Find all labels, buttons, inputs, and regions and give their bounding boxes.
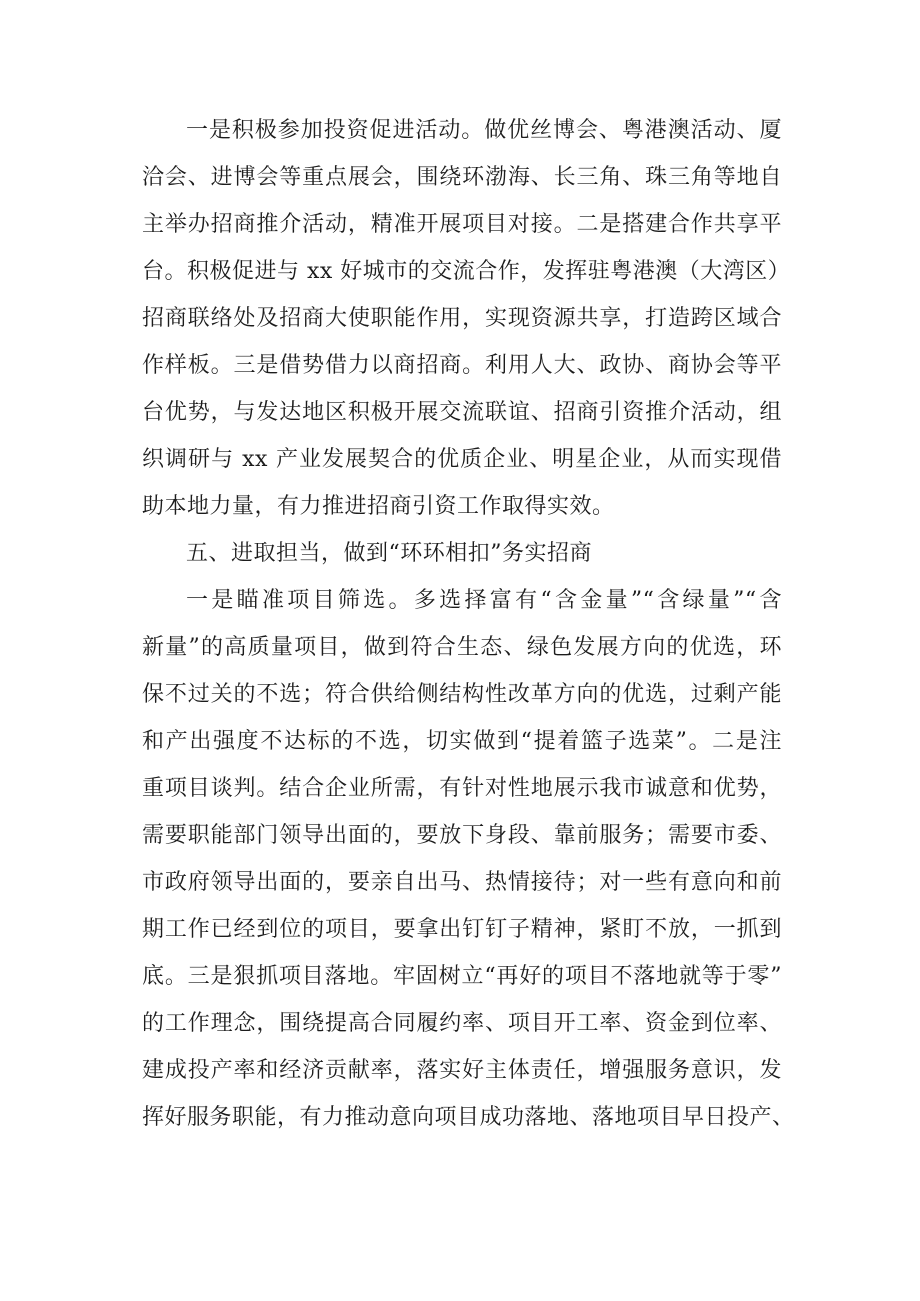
paragraph-line: 主举办招商推介活动，精准开展项目对接。二是搭建合作共享平 (142, 212, 782, 237)
paragraph-line: 需要职能部门领导出面的，要放下身段、靠前服务；需要市委、 (142, 823, 782, 848)
paragraph-line: 作样板。三是借势借力以商招商。利用人大、政协、商协会等平 (142, 353, 782, 378)
paragraph-line: 台优势，与发达地区积极开展交流联谊、招商引资推介活动，组 (142, 400, 782, 425)
paragraph-line: 重项目谈判。结合企业所需，有针对性地展示我市诚意和优势， (142, 776, 782, 801)
paragraph-line: 建成投产率和经济贡献率，落实好主体责任，增强服务意识，发 (142, 1058, 782, 1083)
paragraph-line: 洽会、进博会等重点展会，围绕环渤海、长三角、珠三角等地自 (142, 165, 782, 190)
paragraph-line: 织调研与 xx 产业发展契合的优质企业、明星企业，从而实现借 (142, 447, 782, 472)
paragraph-line: 招商联络处及招商大使职能作用，实现资源共享，打造跨区域合 (142, 306, 782, 331)
paragraph-line: 挥好服务职能，有力推动意向项目成功落地、落地项目早日投产、 (142, 1105, 795, 1130)
paragraph-line: 新量”的高质量项目，做到符合生态、绿色发展方向的优选，环 (142, 635, 782, 660)
paragraph-line: 和产出强度不达标的不选，切实做到“提着篮子选菜”。二是注 (142, 729, 782, 754)
paragraph-line: 期工作已经到位的项目，要拿出钉钉子精神，紧盯不放，一抓到 (142, 917, 782, 942)
paragraph-line: 保不过关的不选；符合供给侧结构性改革方向的优选，过剩产能 (142, 682, 782, 707)
paragraph-line: 一是积极参加投资促进活动。做优丝博会、粤港澳活动、厦 (186, 118, 782, 143)
section-heading: 五、进取担当，做到“环环相扣”务实招商 (186, 541, 592, 566)
paragraph-line: 的工作理念，围绕提高合同履约率、项目开工率、资金到位率、 (142, 1011, 782, 1036)
paragraph-line: 助本地力量，有力推进招商引资工作取得实效。 (142, 494, 615, 519)
paragraph-line: 台。积极促进与 xx 好城市的交流合作，发挥驻粤港澳（大湾区） (142, 259, 791, 284)
paragraph-line: 一是瞄准项目筛选。多选择富有“含金量”“含绿量”“含 (186, 588, 782, 613)
paragraph-line: 市政府领导出面的，要亲自出马、热情接待；对一些有意向和前 (142, 870, 782, 895)
paragraph-line: 底。三是狠抓项目落地。牢固树立“再好的项目不落地就等于零” (142, 964, 782, 989)
